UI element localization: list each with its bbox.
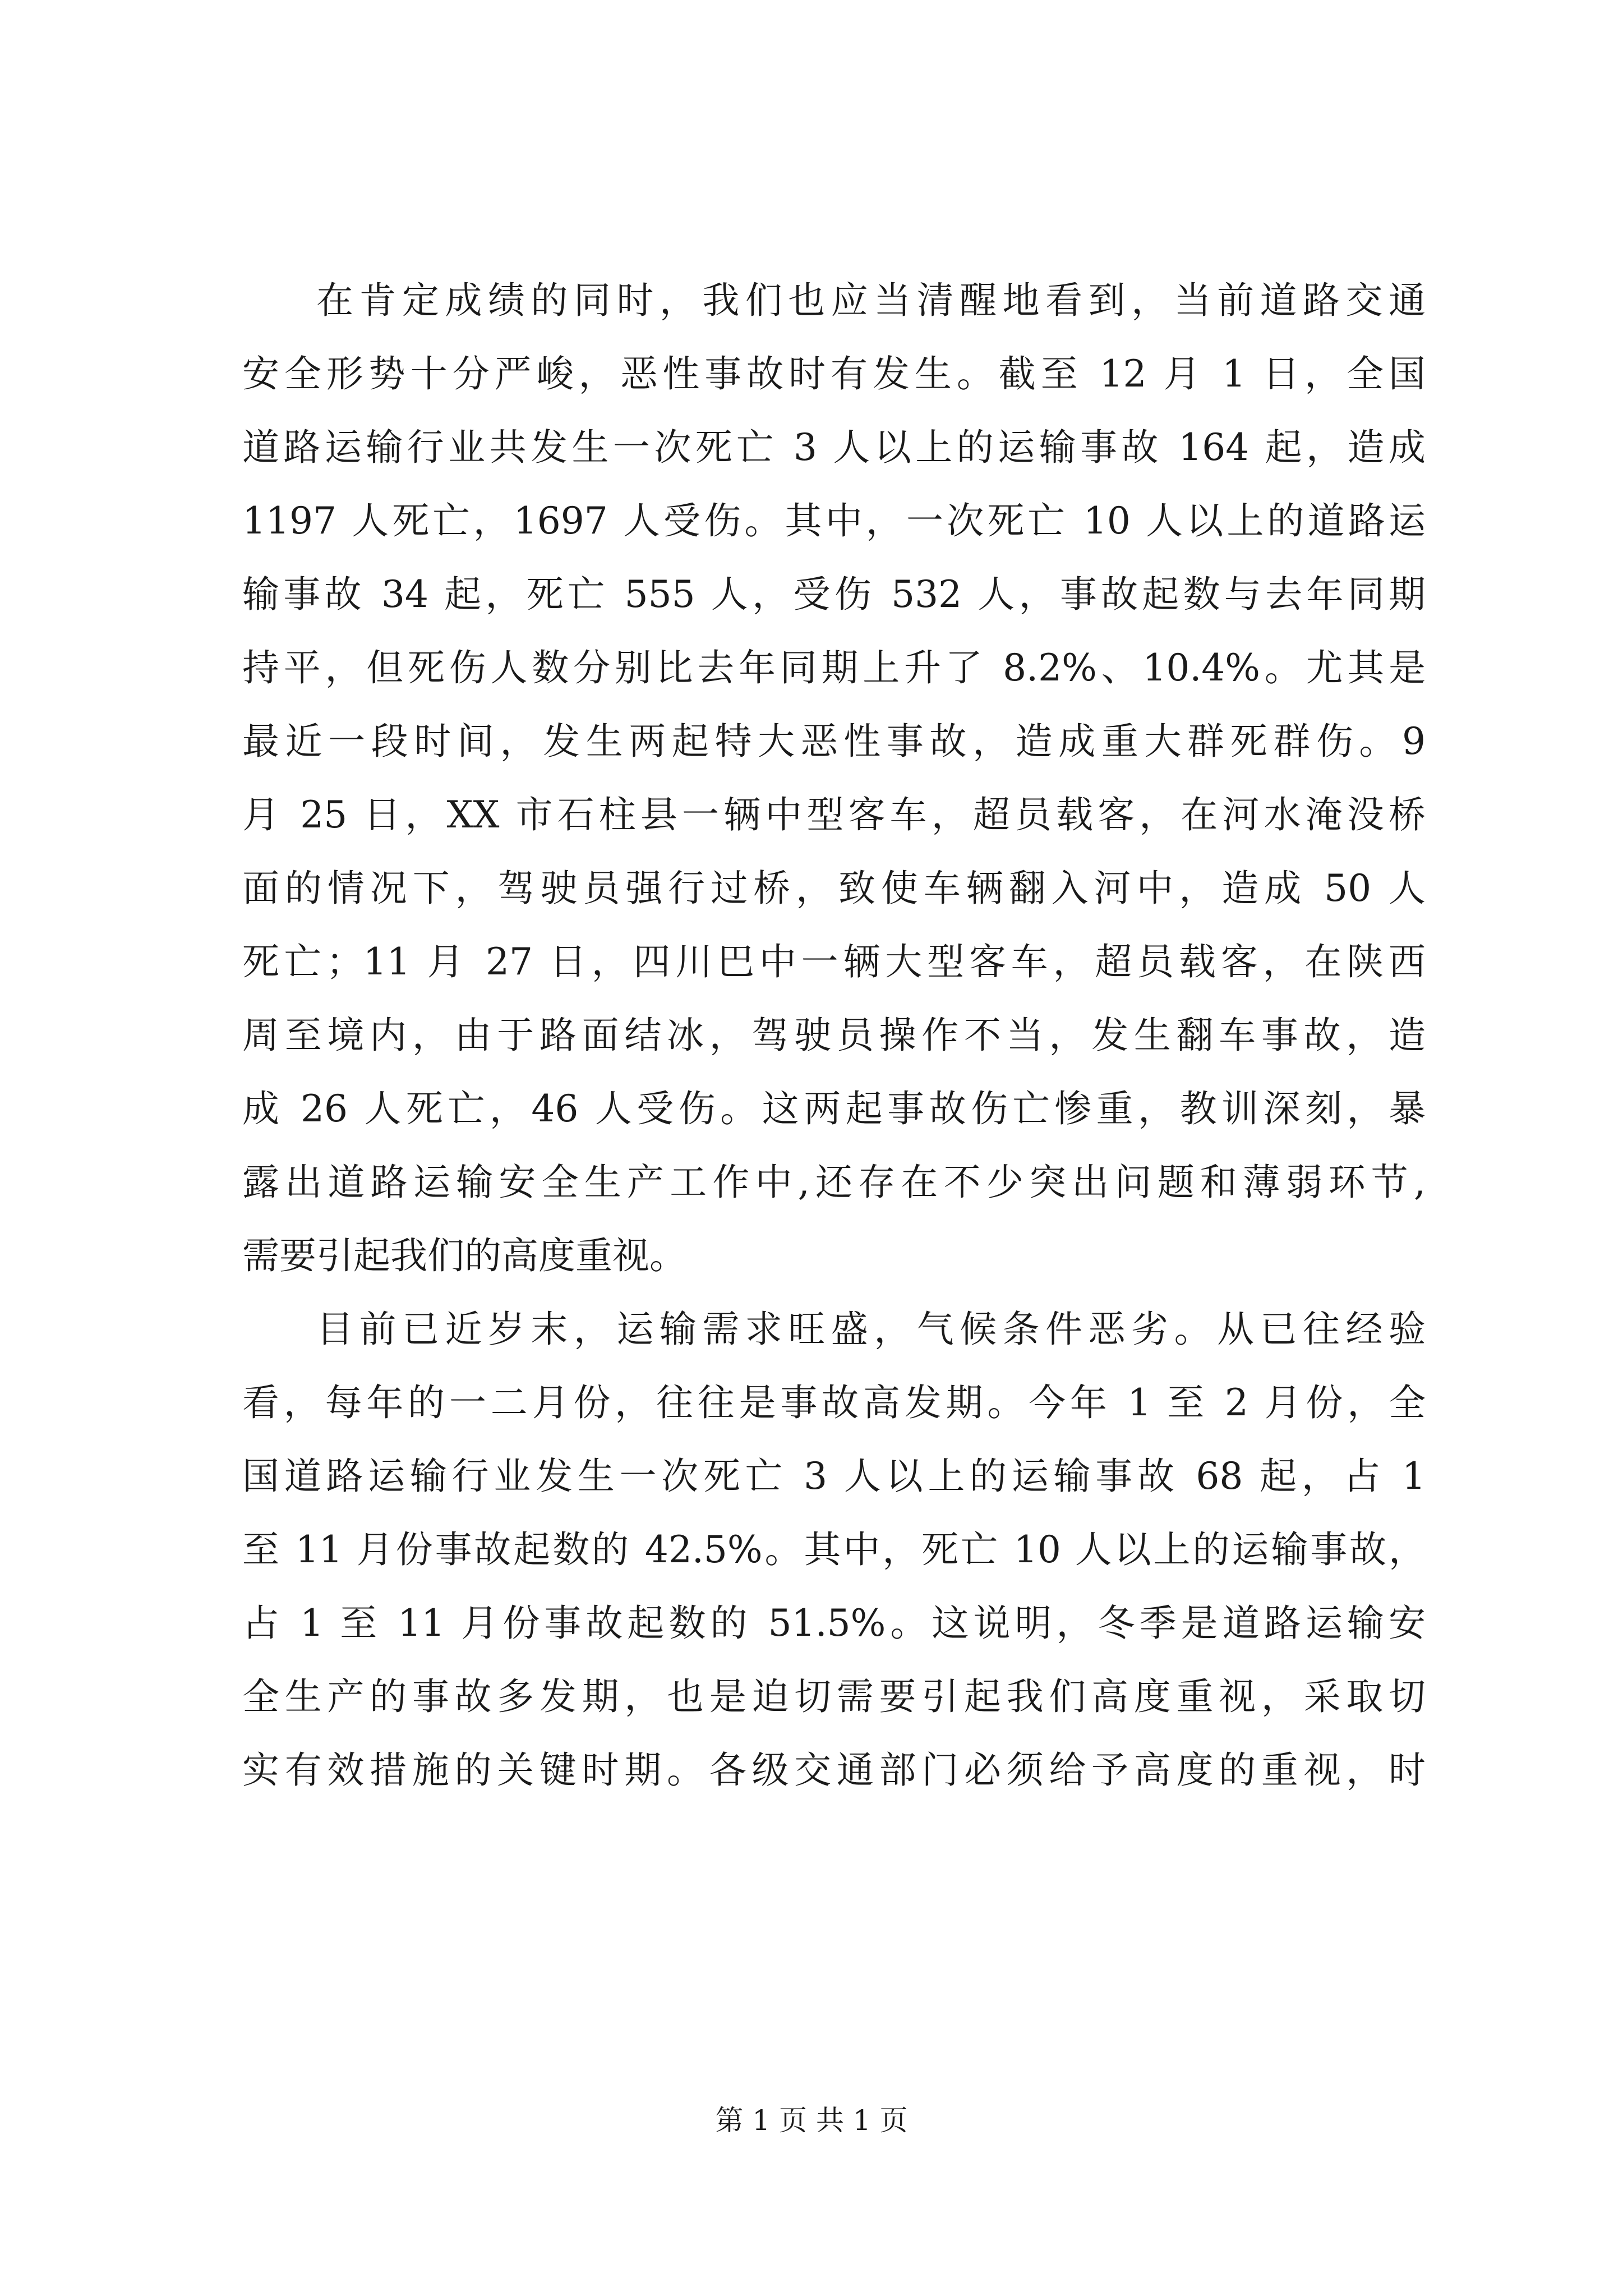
text-line: 需要引起我们的高度重视。 [242, 1234, 686, 1277]
text-line: 在肯定成绩的同时，我们也应当清醒地看到，当前道路交通 [316, 279, 1426, 322]
text-line: 持平，但死伤人数分别比去年同期上升了 8.2%、10.4%。尤其是 [242, 646, 1426, 689]
text-line: 国道路运输行业发生一次死亡 3 人以上的运输事故 68 起，占 1 [242, 1455, 1426, 1498]
paragraph-2 [242, 1292, 1426, 1807]
text-line: 目前已近岁末，运输需求旺盛，气候条件恶劣。从已往经验 [316, 1308, 1426, 1351]
text-line: 死亡；11 月 27 日，四川巴中一辆大型客车，超员载客，在陕西 [242, 940, 1426, 983]
text-line: 面的情况下，驾驶员强行过桥，致使车辆翻入河中，造成 50 人 [242, 867, 1426, 910]
text-line: 最近一段时间，发生两起特大恶性事故，造成重大群死群伤。9 [242, 720, 1426, 763]
document-body [242, 264, 1426, 1807]
text-line: 输事故 34 起，死亡 555 人，受伤 532 人，事故起数与去年同期 [242, 573, 1426, 616]
text-line: 月 25 日，XX 市石柱县一辆中型客车，超员载客，在河水淹没桥 [242, 793, 1426, 836]
text-line: 露出道路运输安全生产工作中,还存在不少突出问题和薄弱环节, [242, 1161, 1426, 1204]
text-line: 全生产的事故多发期，也是迫切需要引起我们高度重视，采取切 [242, 1675, 1426, 1718]
text-line: 周至境内，由于路面结冰，驾驶员操作不当，发生翻车事故，造 [242, 1014, 1426, 1057]
text-line: 1197 人死亡，1697 人受伤。其中，一次死亡 10 人以上的道路运 [242, 499, 1426, 542]
paragraph-1 [242, 264, 1426, 1292]
text-line: 安全形势十分严峻，恶性事故时有发生。截至 12 月 1 日，全国 [242, 352, 1426, 395]
text-line: 实有效措施的关键时期。各级交通部门必须给予高度的重视，时 [242, 1749, 1426, 1792]
text-line: 至 11 月份事故起数的 42.5%。其中，死亡 10 人以上的运输事故， [242, 1528, 1426, 1571]
text-line: 道路运输行业共发生一次死亡 3 人以上的运输事故 164 起，造成 [242, 426, 1426, 469]
text-line: 占 1 至 11 月份事故起数的 51.5%。这说明，冬季是道路运输安 [242, 1602, 1426, 1645]
text-line: 看，每年的一二月份，往往是事故高发期。今年 1 至 2 月份，全 [242, 1381, 1426, 1424]
page-footer: 第 1 页 共 1 页 [715, 2104, 908, 2137]
text-line: 成 26 人死亡，46 人受伤。这两起事故伤亡惨重，教训深刻，暴 [242, 1087, 1426, 1130]
